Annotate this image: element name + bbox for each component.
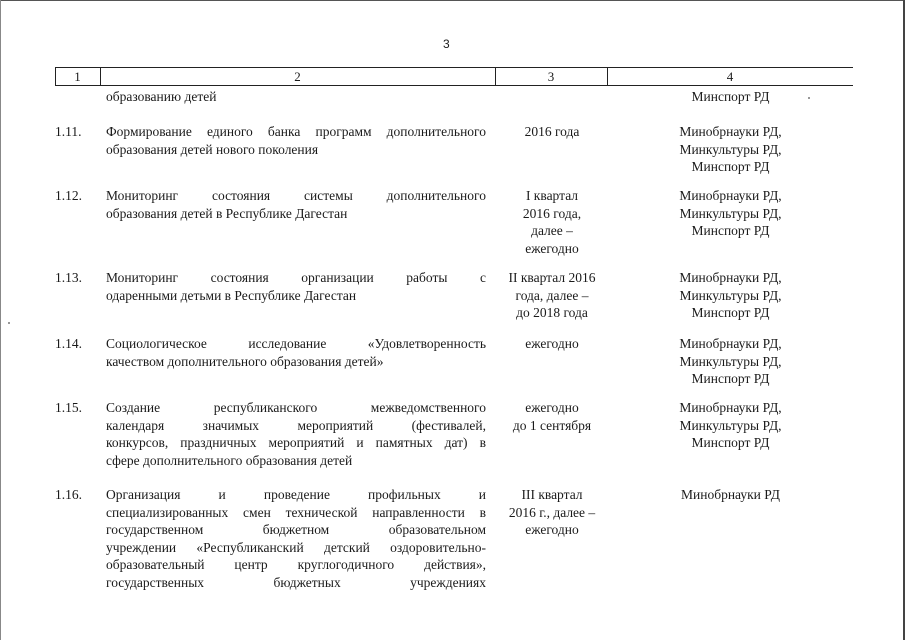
responsible-line: Минобрнауки РД,: [679, 124, 782, 139]
date-line: до 2018 года: [516, 305, 588, 320]
text-line: сфере дополнительного образования детей: [106, 452, 353, 468]
header-col-3: 3: [547, 69, 555, 84]
header-col-2: 2: [294, 69, 301, 84]
row-text: [106, 335, 486, 370]
row-date: [496, 335, 608, 353]
row-date: [496, 187, 608, 257]
row-responsible: [608, 88, 853, 106]
row-number: 1.13.: [55, 270, 82, 285]
text-line: образованию детей: [106, 89, 217, 104]
row-responsible: [608, 269, 853, 322]
text-line: Организация и проведение профильных и: [106, 487, 486, 502]
responsible-line: Минспорт РД: [691, 89, 770, 104]
row-number: 1.12.: [55, 188, 82, 203]
date-line: ежегодно: [525, 336, 579, 351]
responsible-line: Минкультуры РД,: [679, 205, 782, 221]
text-line: учреждении «Республиканский детский оздоровительно-: [106, 539, 486, 555]
text-line: Мониторинг состояния организации работы с: [106, 270, 486, 285]
row-date: [496, 486, 608, 539]
text-line: образовательный центр круглогодичного действия»,: [106, 557, 486, 572]
row-responsible: [608, 187, 853, 240]
date-line: до 1 сентября: [512, 417, 592, 433]
row-number: 1.15.: [55, 400, 82, 415]
date-line: I квартал: [525, 188, 579, 203]
responsible-line: Минобрнауки РД,: [679, 188, 782, 203]
page-number: 3: [443, 37, 450, 51]
responsible-line: Минкультуры РД,: [679, 353, 782, 369]
responsible-line: Минспорт РД: [691, 305, 770, 320]
responsible-line: Минобрнауки РД,: [679, 336, 782, 351]
date-line: III квартал: [521, 487, 583, 502]
responsible-line: Минспорт РД: [691, 371, 770, 386]
row-number: 1.16.: [55, 487, 82, 502]
row-text: [106, 486, 486, 591]
row-date: [496, 399, 608, 434]
text-line: Формирование единого банка программ дополнительного: [106, 124, 486, 139]
responsible-line: Минспорт РД: [691, 223, 770, 238]
text-line: конкурсов, праздничных мероприятий и памятных дат) в: [106, 435, 486, 450]
row-text: [106, 269, 486, 304]
row-responsible: [608, 399, 853, 452]
text-line: государственном бюджетном образовательном: [106, 522, 486, 537]
table-header: [55, 67, 853, 86]
date-line: ежегодно: [525, 522, 579, 537]
date-line: ежегодно: [525, 240, 579, 256]
responsible-line: Минкультуры РД,: [679, 287, 782, 303]
scan-speck: [8, 322, 10, 324]
text-line: государственных бюджетных учреждениях: [106, 574, 486, 590]
row-date: [496, 269, 608, 322]
responsible-line: Минспорт РД: [691, 435, 770, 450]
row-text: [106, 399, 486, 469]
responsible-line: Минобрнауки РД,: [679, 400, 782, 415]
scan-edge-top: [0, 0, 905, 1]
header-col-4: 4: [726, 69, 734, 84]
header-col-1: 1: [74, 69, 81, 84]
row-responsible: [608, 335, 853, 388]
row-responsible: [608, 486, 853, 504]
text-line: Социологическое исследование «Удовлетворенность: [106, 336, 486, 351]
text-line: образования детей нового поколения: [106, 141, 319, 157]
responsible-line: Минобрнауки РД,: [679, 270, 782, 285]
responsible-line: Минобрнауки РД: [681, 487, 780, 502]
date-line: 2016 года: [524, 124, 580, 139]
text-line: календаря значимых мероприятий (фестивалей,: [106, 417, 486, 433]
row-text: [106, 123, 486, 158]
text-line: Мониторинг состояния системы дополнительного: [106, 188, 486, 203]
date-line: далее –: [531, 223, 573, 238]
scan-edge-left: [0, 0, 1, 640]
row-text: [106, 187, 486, 222]
row-text: [106, 88, 486, 106]
scan-speck: [808, 97, 810, 99]
text-line: качеством дополнительного образования детей»: [106, 353, 384, 369]
date-line: года, далее –: [515, 287, 589, 303]
text-line: образования детей в Республике Дагестан: [106, 205, 348, 221]
responsible-line: Минспорт РД: [691, 159, 770, 174]
text-line: специализированных смен технической направленности в: [106, 504, 486, 520]
responsible-line: Минкультуры РД,: [679, 417, 782, 433]
date-line: ежегодно: [525, 400, 579, 415]
date-line: 2016 года,: [522, 205, 582, 221]
text-line: Создание республиканского межведомственного: [106, 400, 486, 415]
row-date: [496, 123, 608, 141]
row-number: 1.11.: [55, 124, 82, 139]
date-line: 2016 г., далее –: [508, 504, 596, 520]
responsible-line: Минкультуры РД,: [679, 141, 782, 157]
date-line: II квартал 2016: [508, 270, 596, 285]
text-line: одаренными детьми в Республике Дагестан: [106, 287, 357, 303]
row-responsible: [608, 123, 853, 176]
row-number: 1.14.: [55, 336, 82, 351]
